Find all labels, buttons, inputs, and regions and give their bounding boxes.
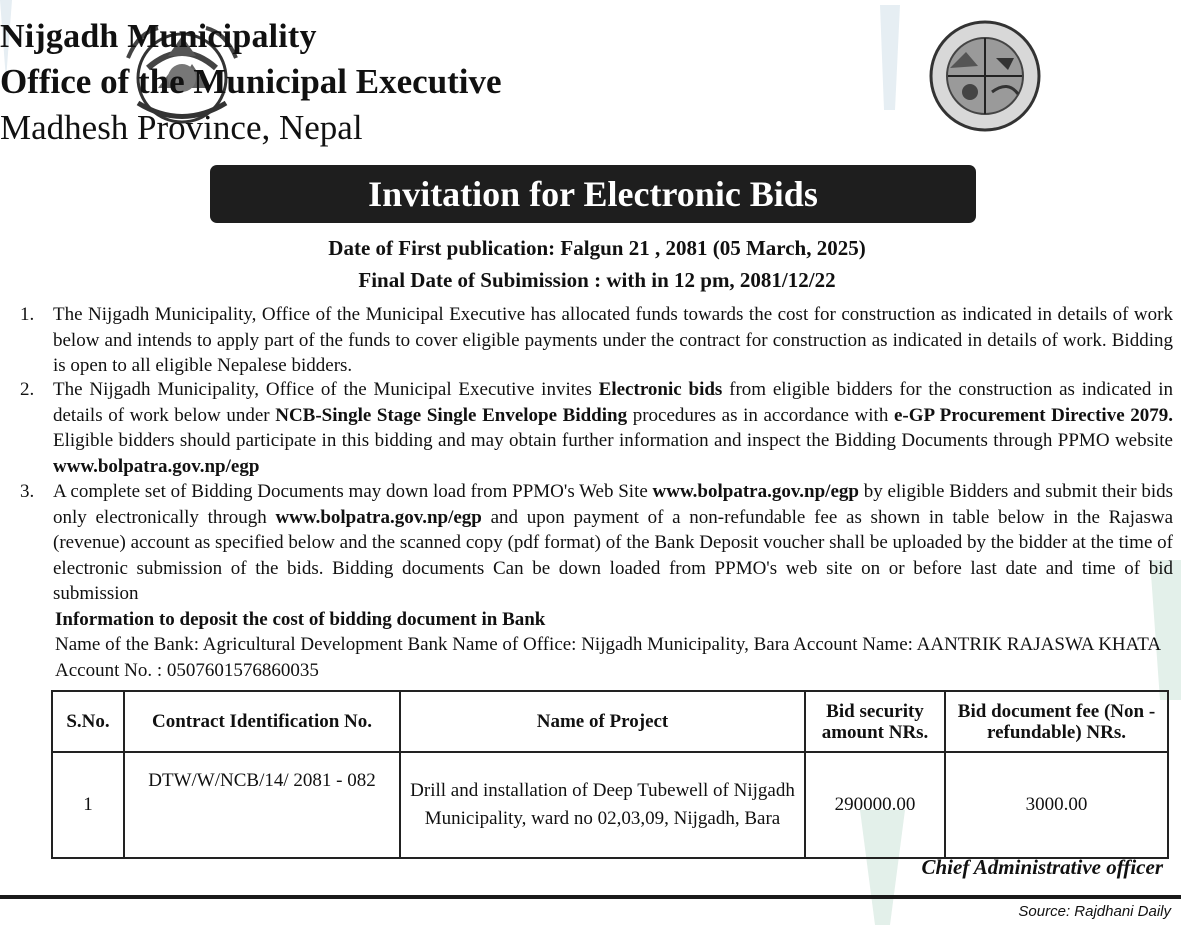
first-publication-date: Date of First publication: Falgun 21 , 2081 (05 March, 2025)	[328, 236, 866, 260]
paragraph-text: from eligible bidders for the construction as indicated in details of work below under	[53, 379, 1173, 426]
column-header-sno: S.No.	[52, 691, 124, 752]
column-header-project-name: Name of Project	[400, 691, 805, 752]
bid-details-table	[51, 690, 1169, 859]
paragraph-3	[53, 479, 1173, 607]
paragraph-text: Eligible bidders should participate in this bidding and may obtain further information and inspect the Bidding Documents through PPMO website	[53, 430, 1173, 451]
province-name: Madhesh Province, Nepal	[0, 108, 363, 147]
final-submission-date: Final Date of Subimission : with in 12 pm, 2081/12/22	[358, 268, 836, 292]
website-link: www.bolpatra.gov.np/egp	[275, 506, 482, 528]
table-header-row	[52, 691, 1168, 752]
paragraph-1: The Nijgadh Municipality, Office of the Municipal Executive has allocated funds towards the cost for construction as indicated in details of work below and intends to apply part of the funds to cover eligible payments under the contract for construction as indicated in details of work. Bidding is open to all eligible Nepalese bidders.	[53, 304, 1173, 376]
bank-account-details: Name of the Bank: Agricultural Development Bank Name of Office: Nijgadh Municipality, Bara Account Name: AANTRIK RAJASWA KHATA Account No. : 0507601576860035	[55, 634, 1161, 681]
municipality-name: Nijgadh Municipality	[0, 18, 317, 55]
paragraph-text: and upon payment of a non-refundable fee as shown in table below in the Rajaswa (revenue) account as specified below and the scanned copy (pdf format) of the Bank Deposit voucher shall be uploaded by the bidder at the time of electronic submission of the bids. Bidding documents Can be down loaded from PPMO's web site on or before last date and time of bid submission	[53, 506, 1173, 604]
cell-project-name: Drill and installation of Deep Tubewell of Nijgadh Municipality, ward no 02,03,09, Nijgadh, Bara	[400, 752, 805, 858]
table-row	[52, 752, 1168, 858]
column-header-contract-id: Contract Identification No.	[124, 691, 400, 752]
paragraph-number: 1.	[20, 304, 35, 325]
paragraph-2	[53, 377, 1173, 479]
paragraph-number: 2.	[20, 379, 35, 400]
office-name: Office of the Municipal Executive	[0, 62, 502, 101]
column-header-document-fee: Bid document fee (Non - refundable) NRs.	[945, 691, 1168, 752]
paragraph-text: A complete set of Bidding Documents may down load from PPMO's Web Site	[53, 481, 653, 502]
paragraph-text: The Nijgadh Municipality, Office of the Municipal Executive invites	[53, 379, 599, 400]
paragraph-bold-text: Electronic bids	[598, 379, 723, 400]
source-credit: Source: Rajdhani Daily	[1018, 903, 1171, 920]
website-link: www.bolpatra.gov.np/egp	[53, 455, 260, 477]
paragraph-bold-text: NCB-Single Stage Single Envelope Bidding	[275, 404, 628, 426]
cell-document-fee: 3000.00	[945, 752, 1168, 858]
paragraph-bold-text: e-GP Procurement Directive 2079.	[893, 404, 1173, 426]
cell-contract-id: DTW/W/NCB/14/ 2081 - 082	[124, 752, 400, 858]
cell-sno: 1	[52, 752, 124, 858]
notice-title-banner: Invitation for Electronic Bids	[210, 165, 976, 223]
cell-bid-security: 290000.00	[805, 752, 945, 858]
bank-info-title: Information to deposit the cost of bidding document in Bank	[55, 609, 546, 630]
column-header-bid-security: Bid security amount NRs.	[805, 691, 945, 752]
paragraph-number: 3.	[20, 481, 35, 502]
signatory-title: Chief Administrative officer	[921, 855, 1163, 879]
paragraph-text: by eligible Bidders and submit their bids only electronically through	[53, 481, 1173, 528]
website-link: www.bolpatra.gov.np/egp	[652, 481, 859, 502]
paragraph-text: procedures as in accordance with	[627, 404, 894, 426]
bottom-divider	[0, 895, 1181, 899]
